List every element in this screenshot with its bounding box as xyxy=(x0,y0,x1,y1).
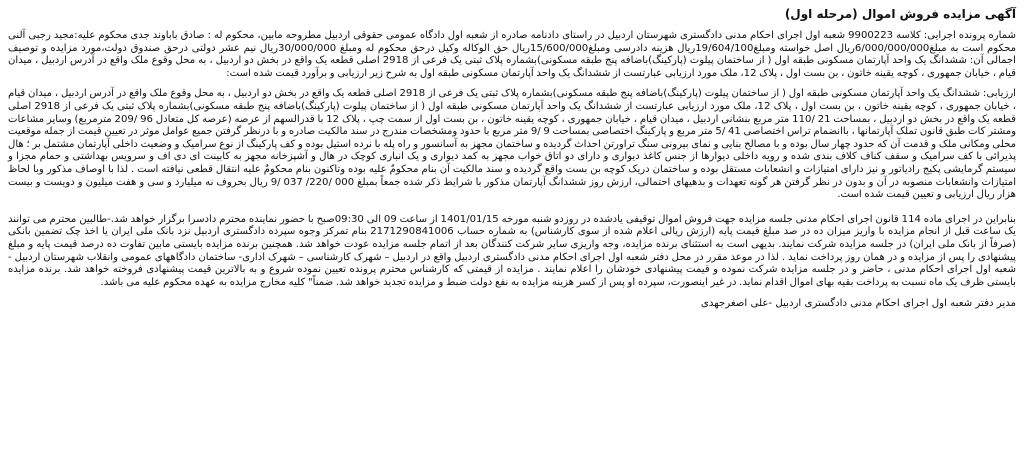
signature-line: مدیر دفتر شعبه اول اجرای احکام مدنی دادگستری اردبیل -علی اصغرجهدی xyxy=(700,298,1016,310)
appraisal-paragraph: ارزیابی: ششدانگ یک واحد آپارتمان مسکونی طبقه اول ( از ساختمان پیلوت (پارکینگ)باضافه پنج طبقه مسکونی)بشماره پلاک ثبتی یک فرعی از 2918 اصلی قطعه یک واقع در بخش دو اردبیل ، به محل وقوع ملک واقع در آدرس اردبیل ، میدان قیام ، خیابان جمهوری ، کوچه یقینه خاتون ، بن بست اول ، پلاک 12، ملک مورد ارزیابی عبارتست از ششدانگ یک واحد آپارتمان مسکونی طبقه اول ( از ساختمان پیلوت (پارکینگ)باضافه پنج طبقه مسکونی)بشماره پلاک ثبتی یک فرعی از 2918 اصلی قطعه یک واقع در بخش دو اردبیل ، بمساحت 21 /110 متر مربع بنشانی اردبیل ، میدان قیام ، خیابان جمهوری ، کوچه یقینه خاتون ، بن بست اول از سمت چپ ، پلاک 12 با قدرالسهم از عرصه (عرصه کل متعادل 96 /209 مترمربع) وسایر مشاعات ومشتر کات طبق قانون تملک آپارتمانها ، باانضمام تراس اختصاصی 41 /5 متر مربع و پارکینگ اختصاصی بمساحت 9 /9 متر مربع با حدود ومشخصات مندرج در سند مالکیت صادره و با درنظر گرفتن جمیع عوامل موثر در تعیین قیمت از جمله موقعیت محلی ومکانی ملک و قدمت آن که حدود چهار سال بوده و با مصالح بنایی و نمای بیرونی سنگ تراورتن احداث گردیده و ساختمان مجهز به آسانسور و راه پله با نرده استیل بوده و کف پارکینگ از نوع سرامیک و وضعیت داخلی آپارتمان مشتمل بر ؛ هال پذیرائی با کف سرامیک و سقف کناف کلاف بندی شده و رویه داخلی دیوارها از جنس کاغذ دیواری و دارای دو اتاق خواب مجهز به کمد دیواری و یک انباری کوچک در هال و آشپزخانه مجهز به کابینت ای دی اف و سرویس بهداشتی و حمام مجزا و سیستم گرمایشی پکیج رادیاتور و نیز دارای امتیازات و انشعابات مستقل بوده و ساختمان دریک کوچه بن بست واقع گردیده و سند مالکیت آن بنام محکومٌ علیه بوده وتاکنون بنام محکومٌ علیه انتقال قطعی نیافته است . لذا با اوصاف مذکور وبا لحاظ امتیازات وانشعابات منصوبه در آن و بدون در نظر گرفتن هر گونه تعهدات و بدهیهای احتمالی، ارزش روز ششدانگ آپارتمان مذکور با شرایط ذکر شده جمعاً بمبلغ 000 /220/ 037 /9 ریال بحروف نه میلیارد و سی و هفت میلیون و دویست و بیست هزار ریال ارزیابی و تعیین قیمت شده است. xyxy=(8,88,1017,201)
auction-terms-paragraph: بنابراین در اجرای ماده 114 قانون اجرای احکام مدنی جلسه مزایده جهت فروش اموال توقیفی یادشده در روزدو شنبه مورخه 1401/01/15 از ساعت 09 الی 09:30صبح با حضور نماینده محترم دادسرا برگزار خواهد شد.-طالبین محترم می توانند یک ساعت قبل از انجام مزایده با واریز میزان ده در صد مبلغ قیمت پایه (ارزش ریالی اعلام شده از سوی کارشناس) به شماره حساب 2171290841006 بنام تمرکز وجوه سپرده دادگستری اردبیل نزد بانک ملی ایران یا اخذ چک تضمین بانکی (صرفاً از بانک ملی ایران) در جلسه مزایده شرکت نمایند. بدیهی است به استثنای برنده مزایده، وجه واریزی سایر شرکت کنندگان بعد از اتمام جلسه مزایده عودت خواهد شد. همچنین برنده مزایده بایستی مابین تفاوت ده درصد قیمت پایه و مبلغ پیشنهادی را پس از مزایده و در همان روز پرداخت نماید . لذا در موعد مقرر در محل دفتر شعبه اول اجرای احکام مدنی دادگستری اردبیل واقع در اردبیل – شهرک کارشناسی – شهرک اداری- ساختمان دادگاههای عمومی وانقلاب شهرستان اردبیل - شعبه اول اجرای احکام مدنی ، حاضر و در جلسه مزایده شرکت نموده و قیمت پیشنهادی خودشان را اعلام نمایند . مزایده از قیمتی که کارشناس محترم پرونده تعیین نموده شروع و به بالاترین قیمت پیشنهادی فروخته خواهد شد. برنده مزایده بایستی ظرف یک ماه نسبت به پرداخت بقیه بهای اموال اقدام نماید. در غیر اینصورت، سپرده او پس از کسر هزینه مزایده به نفع دولت ضبط و مزایده تجدید خواهد شد. ضمناً" کلیه مخارج مزایده به عهده محکوم علیه می باشد. xyxy=(8,213,1016,288)
case-summary-paragraph: شماره پرونده اجرایی: کلاسه 9900223 شعبه اول اجرای احکام مدنی دادگستری شهرستان اردبیل در راستای دادنامه صادره از شعبه اول دادگاه عمومی حقوقی اردبیل مطروحه مابین، محکوم له : صادق باباوند جدی محکوم علیه:مجید رجبی آلنی محکوم است به مبلغ6/000/000/000ریال اصل خواسته ومبلغ19/604/100ریال هزینه دادرسی ومبلغ15/600/000ریال حق الوکاله وکیل درحق محکوم له ومبلغ 30/000/000ریال نیم عشر دولتی درحق صندوق دولت،مورد مزایده و توصیف اجمالی آن: ششدانگ یک واحد آپارتمان مسکونی طبقه اول ( از ساختمان پیلوت (پارکینگ)باضافه پنج طبقه مسکونی)بشماره پلاک ثبتی یک فرعی از 2918 اصلی قطعه یک واقع در بخش دو اردبیل ، به محل وقوع ملک واقع در آدرس اردبیل ، میدان قیام ، خیابان جمهوری ، کوچه یقینه خاتون ، بن بست اول ، پلاک 12، ملک مورد ارزیابی عبارتست از ششدانگ یک واحد آپارتمان مسکونی طبقه اول به شرح زیر ارزیابی و برآورد قیمت شده است: xyxy=(8,30,1016,79)
notice-title: آگهی مزایده فروش اموال (مرحله اول) xyxy=(784,7,1016,21)
